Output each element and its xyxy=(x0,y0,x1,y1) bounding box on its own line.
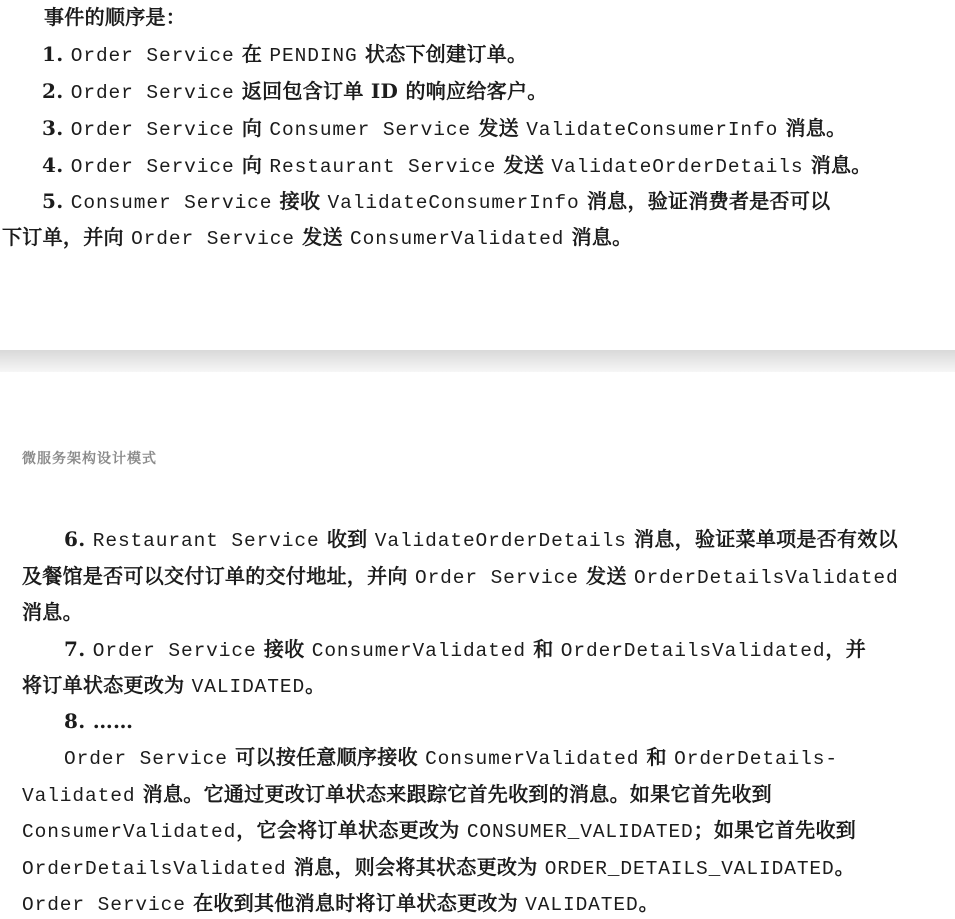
paragraph-line-4: OrderDetailsValidated 消息，则会将其状态更改为 ORDER_DETAILS_VALIDATED。 xyxy=(22,855,855,880)
page-gap xyxy=(0,350,955,372)
step-7: 7. Order Service 接收 ConsumerValidated 和 OrderDetailsValidated，并 xyxy=(64,637,867,662)
step-8: 8. …… xyxy=(64,709,134,733)
step-5-continued: 下订单，并向 Order Service 发送 ConsumerValidated 消息。 xyxy=(2,225,633,250)
step-2: 2. Order Service 返回包含订单 ID 的响应给客户。 xyxy=(42,79,548,104)
step-3: 3. Order Service 向 Consumer Service 发送 ValidateConsumerInfo 消息。 xyxy=(42,116,847,141)
paragraph-line-5: Order Service 在收到其他消息时将订单状态更改为 VALIDATED。 xyxy=(22,891,659,916)
step-7-continued: 将订单状态更改为 VALIDATED。 xyxy=(22,673,326,698)
step-5: 5. Consumer Service 接收 ValidateConsumerInfo 消息，验证消费者是否可以 xyxy=(42,189,831,214)
running-header: 微服务架构设计模式 xyxy=(22,451,157,467)
paragraph-line-2: Validated 消息。它通过更改订单状态来跟踪它首先收到的消息。如果它首先收到 xyxy=(22,782,772,807)
paragraph-line-3: ConsumerValidated，它会将订单状态更改为 CONSUMER_VALIDATED；如果它首先收到 xyxy=(22,818,857,843)
event-sequence-heading: 事件的顺序是： xyxy=(44,5,187,29)
step-1: 1. Order Service 在 PENDING 状态下创建订单。 xyxy=(42,42,528,67)
step-4: 4. Order Service 向 Restaurant Service 发送 ValidateOrderDetails 消息。 xyxy=(42,153,872,178)
paragraph-line-1: Order Service 可以按任意顺序接收 ConsumerValidated 和 OrderDetails- xyxy=(64,745,838,770)
step-6: 6. Restaurant Service 收到 ValidateOrderDetails 消息，验证菜单项是否有效以 xyxy=(64,527,898,552)
step-6-end: 消息。 xyxy=(22,600,83,624)
step-6-continued: 及餐馆是否可以交付订单的交付地址，并向 Order Service 发送 OrderDetailsValidated xyxy=(22,564,899,589)
